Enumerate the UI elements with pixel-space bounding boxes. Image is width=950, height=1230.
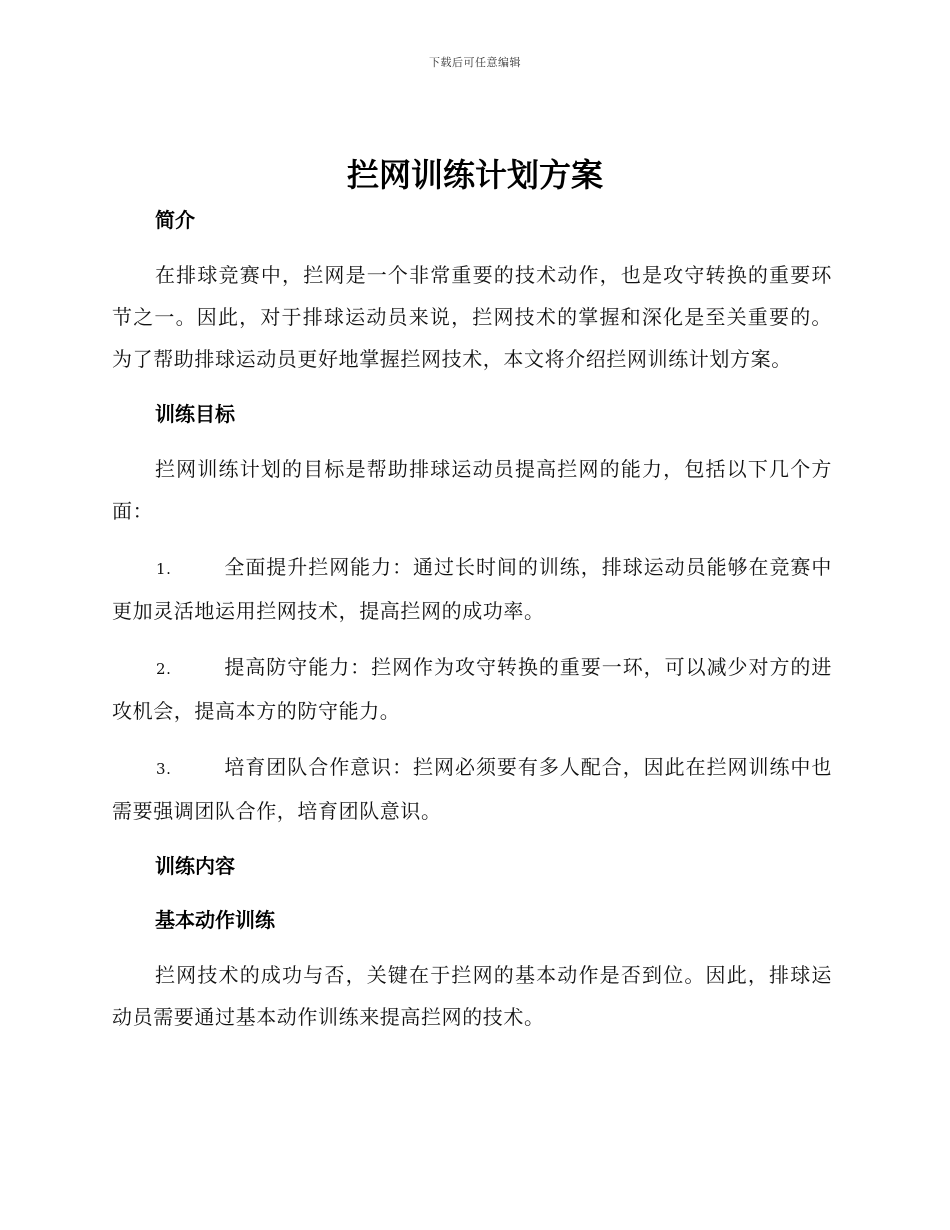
list-number: 1. — [156, 560, 172, 578]
section-heading-basic: 基本动作训练 — [155, 908, 275, 932]
list-item-text: 提高防守能力：拦网作为攻守转换的重要一环，可以减少对方的进攻机会，提高本方的防守能力。 — [112, 655, 832, 723]
section-heading-content: 训练内容 — [155, 854, 235, 878]
header-note: 下载后可任意编辑 — [429, 56, 521, 69]
goals-paragraph: 拦网训练计划的目标是帮助排球运动员提高拦网的能力，包括以下几个方面： — [112, 457, 832, 523]
goal-list-item — [112, 546, 832, 632]
list-item-text: 培育团队合作意识：拦网必须要有多人配合，因此在拦网训练中也需要强调团队合作，培育团队意识。 — [112, 755, 832, 823]
basic-training-paragraph: 拦网技术的成功与否，关键在于拦网的基本动作是否到位。因此，排球运动员需要通过基本动作训练来提高拦网的技术。 — [112, 963, 832, 1029]
goal-list-item — [112, 746, 832, 832]
document-body — [112, 200, 832, 1052]
list-item-text: 全面提升拦网能力：通过长时间的训练，排球运动员能够在竞赛中更加灵活地运用拦网技术，提高拦网的成功率。 — [112, 555, 832, 623]
section-heading-goals: 训练目标 — [155, 402, 235, 426]
intro-paragraph: 在排球竞赛中，拦网是一个非常重要的技术动作，也是攻守转换的重要环节之一。因此，对于排球运动员来说，拦网技术的掌握和深化是至关重要的。为了帮助排球运动员更好地掌握拦网技术，本文将介绍拦网训练计划方案。 — [112, 263, 832, 371]
document-title: 拦网训练计划方案 — [346, 156, 603, 194]
list-number: 3. — [156, 760, 172, 778]
section-heading-intro: 简介 — [155, 208, 195, 232]
list-number: 2. — [156, 660, 172, 678]
goal-list-item — [112, 646, 832, 732]
